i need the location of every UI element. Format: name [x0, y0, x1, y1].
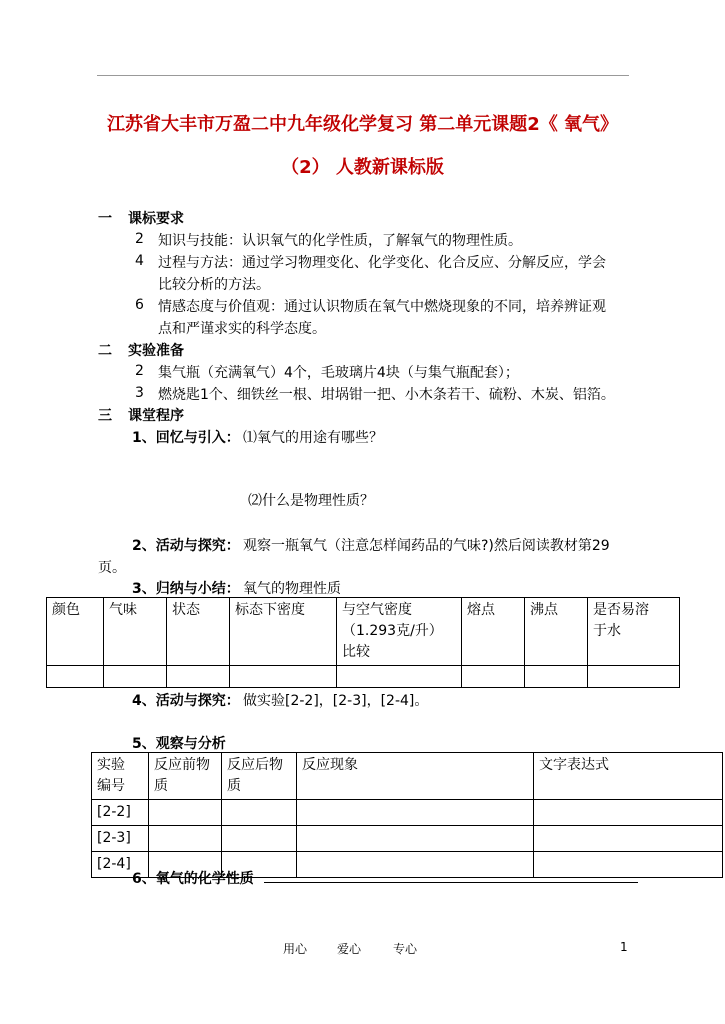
- table-cell: [534, 826, 723, 852]
- req-num: 2: [135, 231, 144, 247]
- table-header-cell: 文字表达式: [534, 753, 723, 800]
- step3-text: 氧气的物理性质: [243, 581, 341, 597]
- table-header-cell: 标态下密度: [230, 598, 337, 666]
- step2-cont: 页。: [98, 560, 126, 576]
- step1-label: 1、回忆与引入：: [132, 430, 240, 446]
- table-header-cell: 颜色: [47, 598, 104, 666]
- material-line: 燃烧匙1个、细铁丝一根、坩埚钳一把、小木条若干、硫粉、木炭、铝箔。: [158, 387, 615, 403]
- step3-label: 3、归纳与小结：: [132, 581, 240, 597]
- table-header-cell: [588, 598, 680, 666]
- table-cell: [222, 826, 297, 852]
- table-cell: [149, 800, 222, 826]
- table-cell: [297, 800, 534, 826]
- header-line: 反应前物: [154, 757, 210, 773]
- table-cell: [47, 666, 104, 688]
- row-label: [2-2]: [92, 800, 149, 826]
- req-line: 过程与方法：通过学习物理变化、化学变化、化合反应、分解反应，学会: [158, 255, 606, 271]
- section-label-2: 实验准备: [128, 343, 184, 359]
- table-header-cell: [149, 753, 222, 800]
- footer-item: 用心: [283, 942, 308, 956]
- table-cell: [534, 800, 723, 826]
- step2-text: 观察一瓶氧气（注意怎样闻药品的气味?)然后阅读教材第29: [243, 538, 610, 554]
- step4-label: 4、活动与探究：: [132, 693, 240, 709]
- table-header-cell: [337, 598, 462, 666]
- answer-underline: [264, 882, 638, 883]
- table-cell: [534, 852, 723, 878]
- table-header-row: [92, 753, 723, 800]
- table-cell: [230, 666, 337, 688]
- section-label-3: 课堂程序: [128, 408, 184, 424]
- material-num: 3: [135, 385, 144, 401]
- step6-label: 6、氧气的化学性质: [132, 871, 254, 887]
- table-cell: [337, 666, 462, 688]
- table-row: [92, 826, 723, 852]
- soluble-line2: 于水: [593, 623, 621, 639]
- table-cell: [462, 666, 525, 688]
- table-header-cell: [92, 753, 149, 800]
- table-cell: [149, 826, 222, 852]
- soluble-line1: 是否易溶: [593, 602, 649, 618]
- footer-item: 爱心: [337, 942, 362, 956]
- table-header-row: [47, 598, 680, 666]
- doc-title-line1: 江苏省大丰市万盈二中九年级化学复习 第二单元课题2《 氧气》: [106, 114, 619, 135]
- req-line: 情感态度与价值观：通过认识物质在氧气中燃烧现象的不同，培养辨证观: [158, 299, 606, 315]
- req-num: 4: [135, 253, 144, 269]
- header-line: 反应后物: [227, 757, 283, 773]
- table-header-cell: 反应现象: [297, 753, 534, 800]
- density-air-line2: （1.293克/升）: [342, 623, 443, 639]
- table-header-cell: 气味: [104, 598, 167, 666]
- section-num-1: 一: [98, 211, 112, 227]
- header-line: 编号: [97, 778, 125, 794]
- observation-table: [91, 752, 723, 878]
- step1-q1: ⑴氧气的用途有哪些？: [243, 430, 383, 446]
- table-header-cell: 熔点: [462, 598, 525, 666]
- section-num-3: 三: [98, 408, 112, 424]
- header-line: 质: [154, 778, 168, 794]
- table-header-cell: 状态: [167, 598, 230, 666]
- req-num: 6: [135, 297, 144, 313]
- step1-q2: ⑵什么是物理性质？: [248, 493, 374, 509]
- header-line: 质: [227, 778, 241, 794]
- step4-text: 做实验[2-2]，[2-3]，[2-4]。: [243, 693, 429, 709]
- doc-title-line2: （2） 人教新课标版: [281, 157, 444, 178]
- table-cell: [588, 666, 680, 688]
- section-label-1: 课标要求: [128, 211, 184, 227]
- header-line: 实验: [97, 757, 125, 773]
- table-row: [47, 666, 680, 688]
- req-line: 比较分析的方法。: [158, 277, 270, 293]
- physical-properties-table: [46, 597, 680, 688]
- section-num-2: 二: [98, 343, 112, 359]
- page-number: 1: [620, 940, 628, 954]
- req-line: 知识与技能：认识氧气的化学性质，了解氧气的物理性质。: [158, 233, 522, 249]
- step2-label: 2、活动与探究：: [132, 538, 240, 554]
- material-num: 2: [135, 363, 144, 379]
- step5-label: 5、观察与分析: [132, 736, 226, 752]
- row-label: [2-4]: [92, 852, 149, 878]
- density-air-line3: 比较: [342, 644, 370, 660]
- footer-item: 专心: [393, 942, 418, 956]
- material-line: 集气瓶（充满氧气）4个，毛玻璃片4块（与集气瓶配套）；: [158, 365, 519, 381]
- table-cell: [297, 826, 534, 852]
- table-row: [92, 800, 723, 826]
- table-header-cell: [222, 753, 297, 800]
- table-header-cell: 沸点: [525, 598, 588, 666]
- header-rule: [97, 75, 629, 76]
- table-cell: [525, 666, 588, 688]
- density-air-line1: 与空气密度: [342, 602, 412, 618]
- table-cell: [222, 800, 297, 826]
- table-cell: [167, 666, 230, 688]
- row-label: [2-3]: [92, 826, 149, 852]
- table-cell: [104, 666, 167, 688]
- table-cell: [297, 852, 534, 878]
- req-line: 点和严谨求实的科学态度。: [158, 321, 326, 337]
